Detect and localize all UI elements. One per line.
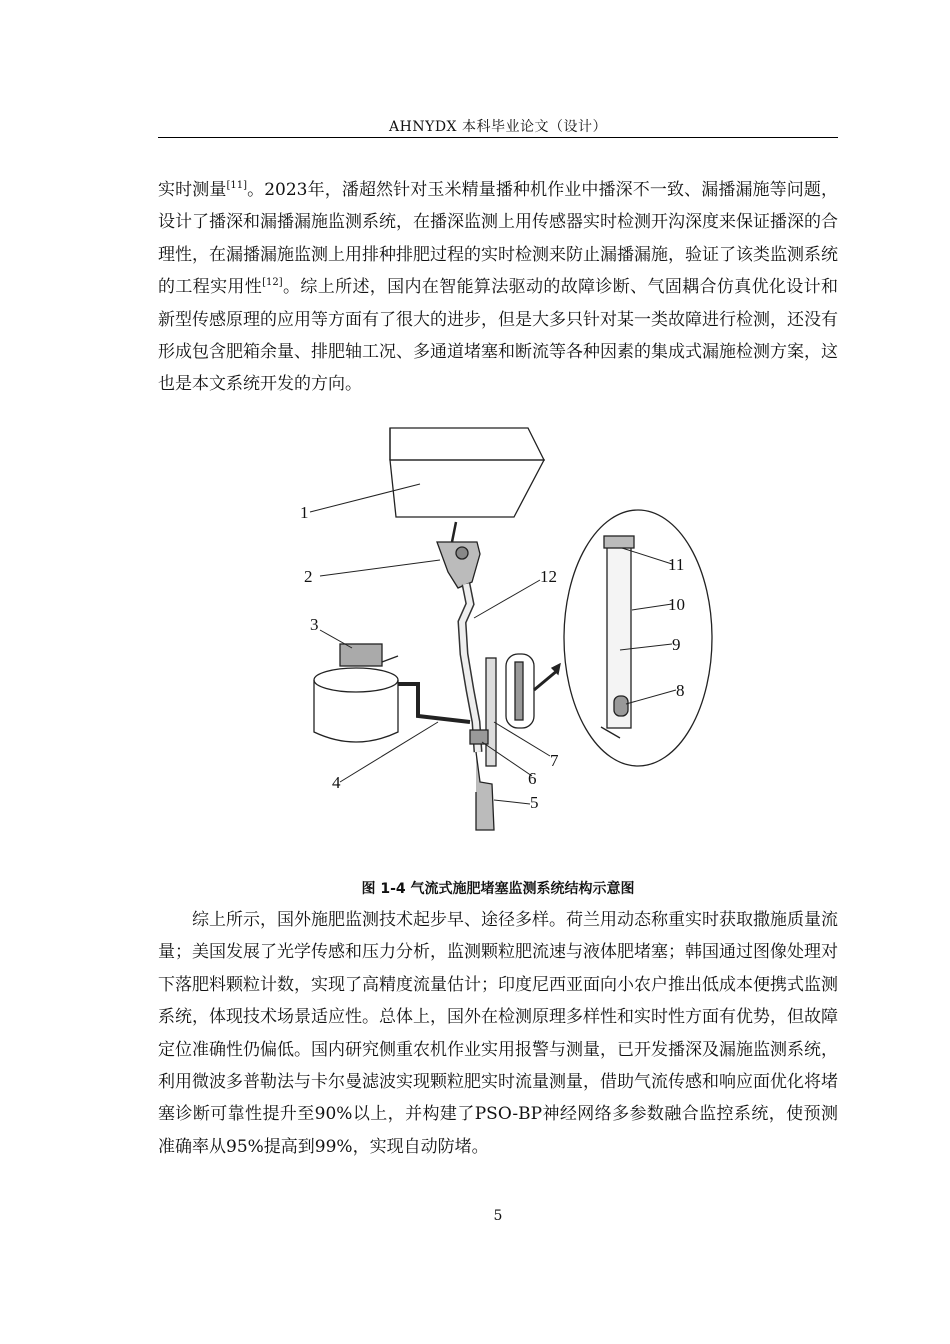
box-top [390, 428, 544, 460]
figure-label-4: 4 [332, 773, 341, 792]
box-body [390, 460, 544, 517]
figure-label-1: 1 [300, 503, 309, 522]
paragraph-1-text-c: 。综上所述，国内在智能算法驱动的故障诊断、气固耦合仿真优化设计和新型传感原理的应用等方面有了很大的进步，但是大多只针对某一类故障进行检测，还没有形成包含肥箱余量、排肥轴工况、多通道堵塞和断流等各种因素的集成式漏施检测方案，这也是本文系统开发的方向。 [158, 277, 839, 395]
page-number: 5 [493, 1208, 503, 1224]
figure-label-10: 10 [668, 595, 685, 614]
figure-label-3: 3 [310, 615, 319, 634]
paragraph-1 [158, 174, 838, 401]
paragraph-1-text-b: 。2023年，潘超然针对玉米精量播种机作业中播深不一致、漏播漏施等问题，设计了播深和漏播漏施监测系统，在播深监测上用传感器实时检测开沟深度来保证播深的合理性，在漏播漏施监测上用排种排肥过程的实时检测来防止漏播漏施，验证了该类监测系统的工程实用性 [158, 180, 839, 298]
paragraph-2: 综上所示，国外施肥监测技术起步早、途径多样。荷兰用动态称重实时获取撒施质量流量；美国发展了光学传感和压力分析，监测颗粒肥流速与液体肥堵塞；韩国通过图像处理对下落肥料颗粒计数，实现了高精度流量估计；印度尼西亚面向小农户推出低成本便携式监测系统，体现技术场景适应性。总体上，国外在检测原理多样性和实时性方面有优势，但故障定位准确性仍偏低。国内研究侧重农机作业实用报警与测量，已开发播深及漏施监测系统，利用微波多普勒法与卡尔曼滤波实现颗粒肥实时流量测量，借助气流传感和响应面优化将堵塞诊断可靠性提升至90%以上，并构建了PSO-BP神经网络多参数融合监控系统，使预测准确率从95%提高到99%，实现自动防堵。 [158, 910, 838, 1157]
figure-label-9: 9 [672, 635, 681, 654]
tank-top [314, 668, 398, 692]
citation-11: [11] [226, 180, 247, 191]
figure-label-12: 12 [540, 567, 557, 586]
figure-label-11: 11 [668, 555, 685, 574]
air-pipe [398, 684, 470, 722]
system-structure-figure [280, 422, 720, 842]
running-header: AHNYDX 本科毕业论文（设计） [389, 119, 607, 135]
sensor-mount [486, 658, 496, 766]
figure-label-2: 2 [304, 567, 313, 586]
air-tank [314, 680, 398, 742]
figure-caption: 图 1-4 气流式施肥堵塞监测系统结构示意图 [361, 881, 635, 897]
figure-label-8: 8 [676, 681, 685, 700]
paragraph-1-text-a: 实时测量 [158, 180, 227, 200]
header-rule [158, 137, 838, 138]
citation-12: [12] [262, 277, 283, 289]
detail-ellipse [564, 510, 712, 766]
figure-label-5: 5 [530, 793, 539, 812]
figure-label-6: 6 [528, 769, 537, 788]
figure-label-7: 7 [550, 751, 559, 770]
